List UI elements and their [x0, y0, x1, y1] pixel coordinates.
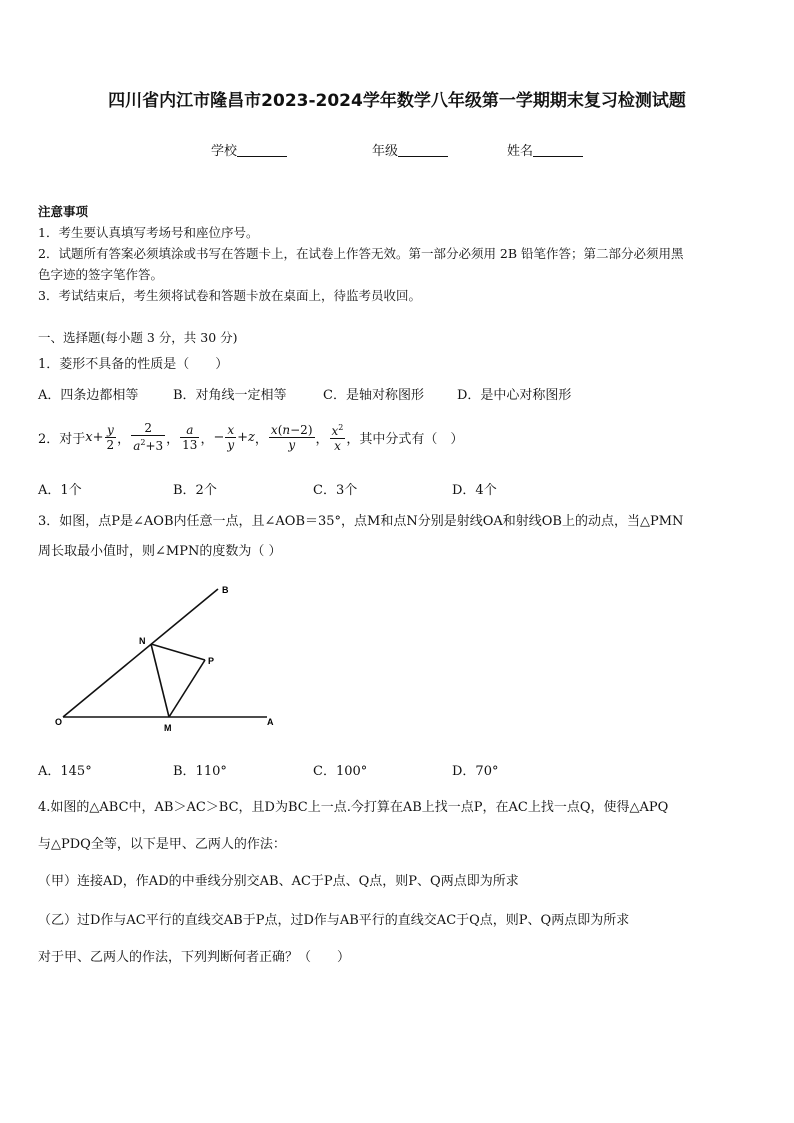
grade-label: 年级 [372, 144, 399, 159]
note-item: 2．试题所有答案必须填涂或书写在答题卡上，在试卷上作答无效。第一部分必须用 2B 铅笔作答；第二部分必须用黑 [38, 246, 684, 261]
page-title: 四川省内江市隆昌市2023-2024学年数学八年级第一学期期末复习检测试题 [108, 91, 686, 111]
name-label: 姓名 [507, 144, 534, 159]
question-4-line5: 对于甲、乙两人的作法，下列判断何者正确？（ ） [38, 950, 351, 965]
q2-option-b: B．2个 [173, 483, 217, 498]
q2-suffix: ，其中分式有（ ） [346, 431, 464, 447]
question-4-line3: （甲）连接AD，作AD的中垂线分别交AB、AC于P点、Q点，则P、Q两点即为所求 [38, 874, 519, 889]
label-b: B [222, 585, 229, 595]
note-item: 3．考试结束后，考生须将试卷和答题卡放在桌面上，待监考员收回。 [38, 288, 421, 303]
q3-option-a: A．145° [38, 764, 92, 779]
q2-option-d: D．4个 [452, 483, 497, 498]
angle-figure [40, 580, 300, 740]
note-item: 1．考生要认真填写考场号和座位序号。 [38, 225, 259, 240]
label-m: M [164, 723, 172, 733]
segment-pm [169, 660, 205, 717]
label-o: O [55, 717, 63, 727]
label-a: A [267, 717, 274, 727]
label-n: N [139, 636, 146, 646]
q2-option-c: C．3个 [313, 483, 358, 498]
name-field[interactable] [507, 140, 583, 159]
school-field[interactable] [211, 140, 287, 159]
expr-3: $\frac{a}{13}$ [182, 422, 198, 452]
q3-option-b: B．110° [173, 764, 227, 779]
expr-5: $\frac{x(n-2)}{y}$ [270, 422, 313, 452]
school-label: 学校 [211, 144, 238, 159]
q3-option-c: C．100° [313, 764, 368, 779]
expr-4: − $\frac{x}{y}$ +z [213, 422, 255, 452]
question-4-line1: 4.如图的△ABC中，AB＞AC＞BC，且D为BC上一点.今打算在AB上找一点P，在AC上找一点Q，使得△APQ [38, 800, 669, 815]
q1-option-a: A．四条边都相等 [38, 388, 139, 403]
note-item: 色字迹的签字笔作答。 [38, 267, 164, 282]
q2-prefix: 2．对于 [38, 431, 86, 447]
question-1-stem: 1．菱形不具备的性质是（ ） [38, 357, 229, 372]
question-3-line2: 周长取最小值时，则∠MPN的度数为（ ） [38, 544, 282, 559]
q3-option-d: D．70° [452, 764, 499, 779]
q1-option-b: B．对角线一定相等 [173, 388, 287, 403]
q2-option-a: A．1个 [38, 483, 82, 498]
expr-1: x+ $\frac{y}{2}$ [85, 422, 115, 452]
section-heading: 一、选择题(每小题 3 分，共 30 分) [38, 330, 238, 345]
segment-nm [151, 644, 169, 717]
ray-ob [63, 589, 218, 717]
grade-field[interactable] [372, 140, 448, 159]
question-2-stem: 2．对于 x+ $\frac{y}{2}$ ， $\frac{2}{a^2+3}$ ， $\frac{a}{13}$ ， − $\frac{x}{y}$ +z ， $\frac{x(n-2)}{y}$ ， $\frac{x^2}{x}$ ，其中分式有（ ） [38, 421, 464, 453]
question-4-line2: 与△PDQ全等，以下是甲、乙两人的作法： [38, 837, 286, 852]
q1-option-c: C．是轴对称图形 [323, 388, 424, 403]
question-4-line4: （乙）过D作与AC平行的直线交AB于P点，过D作与AB平行的直线交AC于Q点，则P、Q两点即为所求 [38, 913, 630, 928]
q1-option-d: D．是中心对称图形 [457, 388, 572, 403]
segment-np [151, 644, 205, 660]
expr-2: $\frac{2}{a^2+3}$ [133, 421, 164, 453]
expr-6: $\frac{x^2}{x}$ [331, 423, 344, 453]
question-3-line1: 3．如图，点P是∠AOB内任意一点，且∠AOB＝35°，点M和点N分别是射线OA和射线OB上的动点，当△PMN [38, 514, 684, 529]
label-p: P [208, 656, 215, 666]
notes-heading: 注意事项 [38, 204, 89, 219]
